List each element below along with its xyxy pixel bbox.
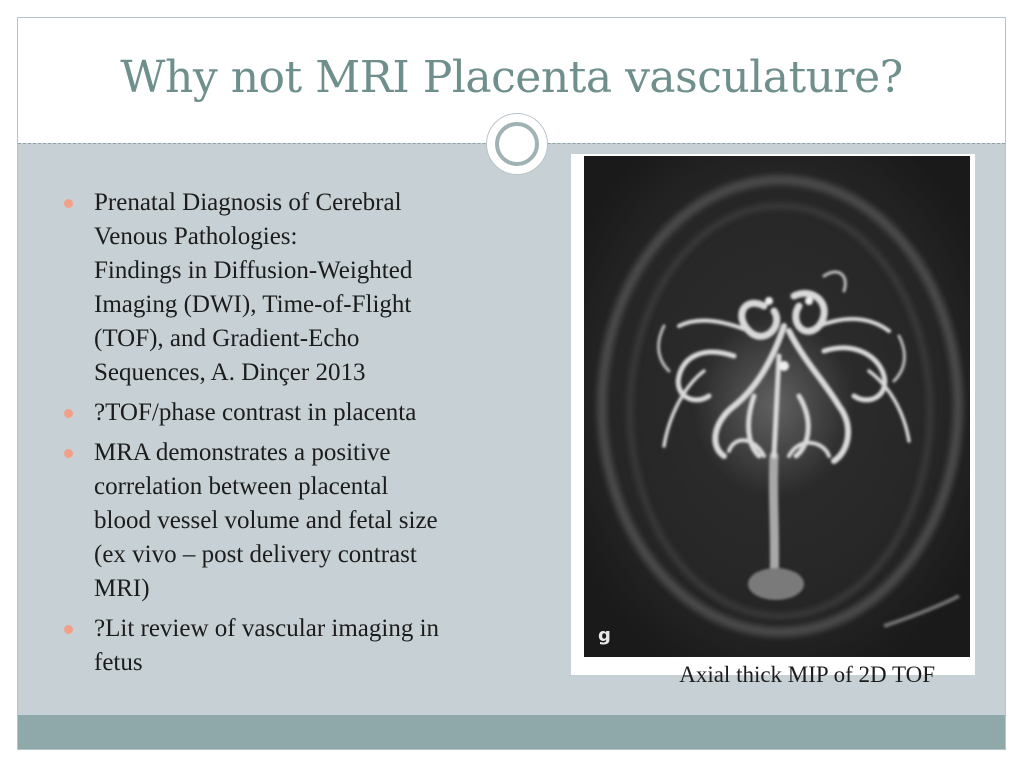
bullet-line: blood vessel volume and fetal size <box>94 507 438 534</box>
bullet-dot-icon <box>64 449 73 458</box>
divider-ring-inner <box>495 122 539 166</box>
bullet-dot-icon <box>64 625 73 634</box>
slide <box>17 17 1006 750</box>
bullet-line: ?TOF/phase contrast in placenta <box>94 399 417 426</box>
figure-panel-label: g <box>598 625 611 646</box>
bullet-item <box>64 396 544 430</box>
bottom-band <box>18 715 1005 749</box>
mri-image-frame <box>571 154 975 675</box>
bullet-line: Prenatal Diagnosis of Cerebral <box>94 189 402 216</box>
bullet-line: ?Lit review of vascular imaging in <box>94 615 440 642</box>
bullet-line: Imaging (DWI), Time-of-Flight <box>94 291 412 318</box>
bullet-line: MRA demonstrates a positive <box>94 439 391 466</box>
bullet-item <box>64 186 544 390</box>
bullet-line: Sequences, A. Dinçer 2013 <box>94 359 366 386</box>
slide-title: Why not MRI Placenta vasculature? <box>120 52 903 103</box>
bullet-item <box>64 436 544 606</box>
bullet-dot-icon <box>64 409 73 418</box>
bullet-list <box>64 186 544 686</box>
bullet-dot-icon <box>64 199 73 208</box>
figure-caption: Axial thick MIP of 2D TOF <box>679 662 935 687</box>
bullet-line: fetus <box>94 649 143 676</box>
bullet-line: (ex vivo – post delivery contrast <box>94 541 417 568</box>
bullet-item <box>64 612 544 680</box>
mri-mip-image <box>584 156 970 657</box>
bullet-line: MRI) <box>94 575 150 602</box>
bullet-line: (TOF), and Gradient-Echo <box>94 325 360 352</box>
bullet-line: correlation between placental <box>94 473 389 500</box>
bullet-line: Venous Pathologies: <box>94 223 298 250</box>
bullet-line: Findings in Diffusion-Weighted <box>94 257 413 284</box>
divider-ring-icon <box>487 114 547 174</box>
